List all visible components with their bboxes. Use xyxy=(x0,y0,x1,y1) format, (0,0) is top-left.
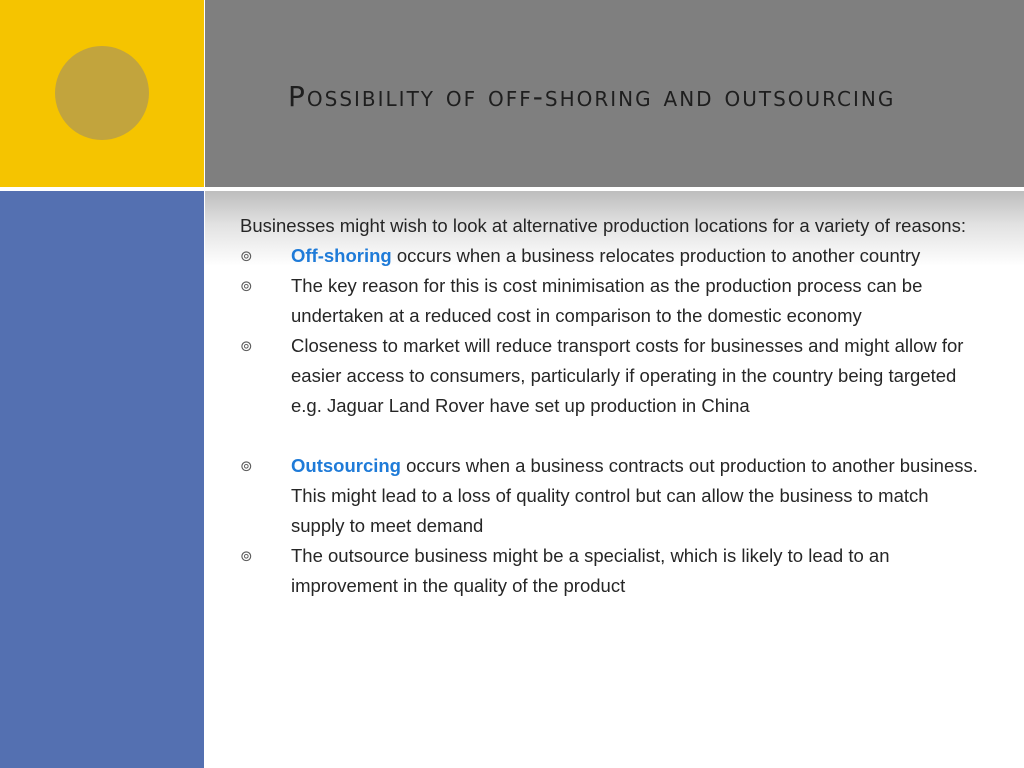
bullet-list xyxy=(240,241,980,601)
bullet-circle-icon: ⊚ xyxy=(240,457,253,475)
bullet-text: The key reason for this is cost minimisation as the production process can be undertaken at a reduced cost in comparison to the domestic economy xyxy=(291,275,923,326)
bullet-text: occurs when a business relocates production to another country xyxy=(391,245,921,266)
decorative-circle xyxy=(55,46,149,140)
bullet-item-offshoring xyxy=(240,241,980,271)
bullet-item-outsourcing xyxy=(240,451,980,541)
bullet-text: Closeness to market will reduce transport costs for businesses and might allow for easier access to consumers, particularly if operating in the country being targeted e.g. Jaguar Land Rover have set up production in China xyxy=(291,335,964,416)
bullet-item-closeness-to-market xyxy=(240,331,980,421)
slide-title: Possibility of off-shoring and outsourcing xyxy=(288,80,896,113)
bullet-circle-icon: ⊚ xyxy=(240,547,253,565)
bullet-spacer xyxy=(240,421,980,451)
bullet-item-specialist xyxy=(240,541,980,601)
intro-text: Businesses might wish to look at alternative production locations for a variety of reasons: xyxy=(240,215,966,236)
term-offshoring: Off-shoring xyxy=(291,245,392,266)
bullet-text: The outsource business might be a specialist, which is likely to lead to an improvement in the quality of the product xyxy=(291,545,890,596)
bullet-item-cost-minimisation xyxy=(240,271,980,331)
bullet-circle-icon: ⊚ xyxy=(240,247,253,265)
left-sidebar-band xyxy=(0,191,204,768)
bullet-circle-icon: ⊚ xyxy=(240,337,253,355)
term-outsourcing: Outsourcing xyxy=(291,455,401,476)
bullet-circle-icon: ⊚ xyxy=(240,277,253,295)
bullet-text: occurs when a business contracts out production to another business. This might lead to a loss of quality control but can allow the business to match supply to meet demand xyxy=(291,455,978,536)
slide-body xyxy=(240,211,980,601)
